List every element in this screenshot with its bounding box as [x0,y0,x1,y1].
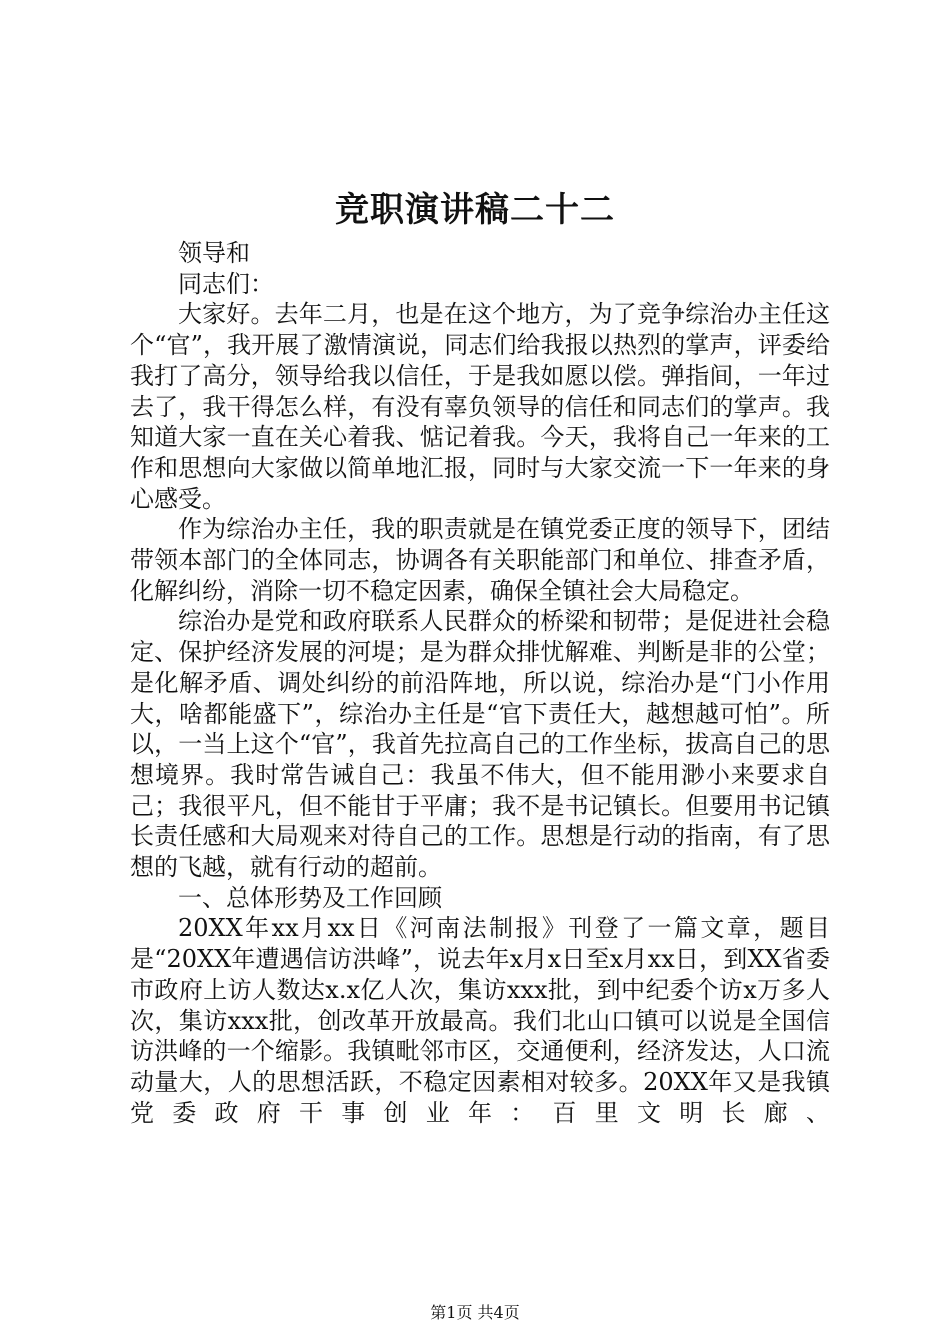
page-title: 竞职演讲稿二十二 [335,190,615,230]
body-paragraph-greeting: 大家好。去年二月，也是在这个地方，为了竞争综治办主任这个“官”，我开展了激情演说，同志们给我报以热烈的掌声，评委给我打了高分，领导给我以信任，于是我如愿以偿。弹指间，一年过去了，我干得怎么样，有没有辜负领导的信任和同志们的掌声。我知道大家一直在关心着我、惦记着我。今天，我将自己一年来的工作和思想向大家做以简单地汇报，同时与大家交流一下一年来的身心感受。 [130,300,830,513]
page-footer: 第1页 共4页 [430,1303,520,1322]
body-paragraph-situation: 20XX年xx月xx日《河南法制报》刊登了一篇文章，题目是“20XX年遭遇信访洪峰”，说去年x月x日至x月xx日，到XX省委市政府上访人数达x.x亿人次，集访xxx批，到中纪委个访x万多人次，集访xxx批，创改革开放最高。我们北山口镇可以说是全国信访洪峰的一个缩影。我镇毗邻市区，交通便利，经济发达，人口流动量大，人的思想活跃，不稳定因素相对较多。20XX年又是我镇党委政府干事创业年：百里文明长廊、 [130,914,830,1127]
salutation-line-2: 同志们： [178,269,274,298]
document-body [130,238,830,1128]
section-heading: 一、总体形势及工作回顾 [178,883,442,912]
salutation-line-1: 领导和 [178,239,250,267]
body-paragraph-duties: 作为综治办主任，我的职责就是在镇党委正度的领导下，团结带领本部门的全体同志，协调各有关职能部门和单位、排查矛盾，化解纠纷，消除一切不稳定因素，确保全镇社会大局稳定。 [130,515,830,605]
body-paragraph-role: 综治办是党和政府联系人民群众的桥梁和韧带；是促进社会稳定、保护经济发展的河堤；是为群众排忧解难、判断是非的公堂；是化解矛盾、调处纠纷的前沿阵地，所以说，综治办是“门小作用大，啥都能盛下”，综治办主任是“官下责任大，越想越可怕”。所以，一当上这个“官”，我首先拉高自己的工作坐标，拔高自己的思想境界。我时常告诫自己：我虽不伟大，但不能用渺小来要求自己；我很平凡，但不能甘于平庸；我不是书记镇长。但要用书记镇长责任感和大局观来对待自己的工作。思想是行动的指南，有了思想的飞越，就有行动的超前。 [130,607,830,882]
